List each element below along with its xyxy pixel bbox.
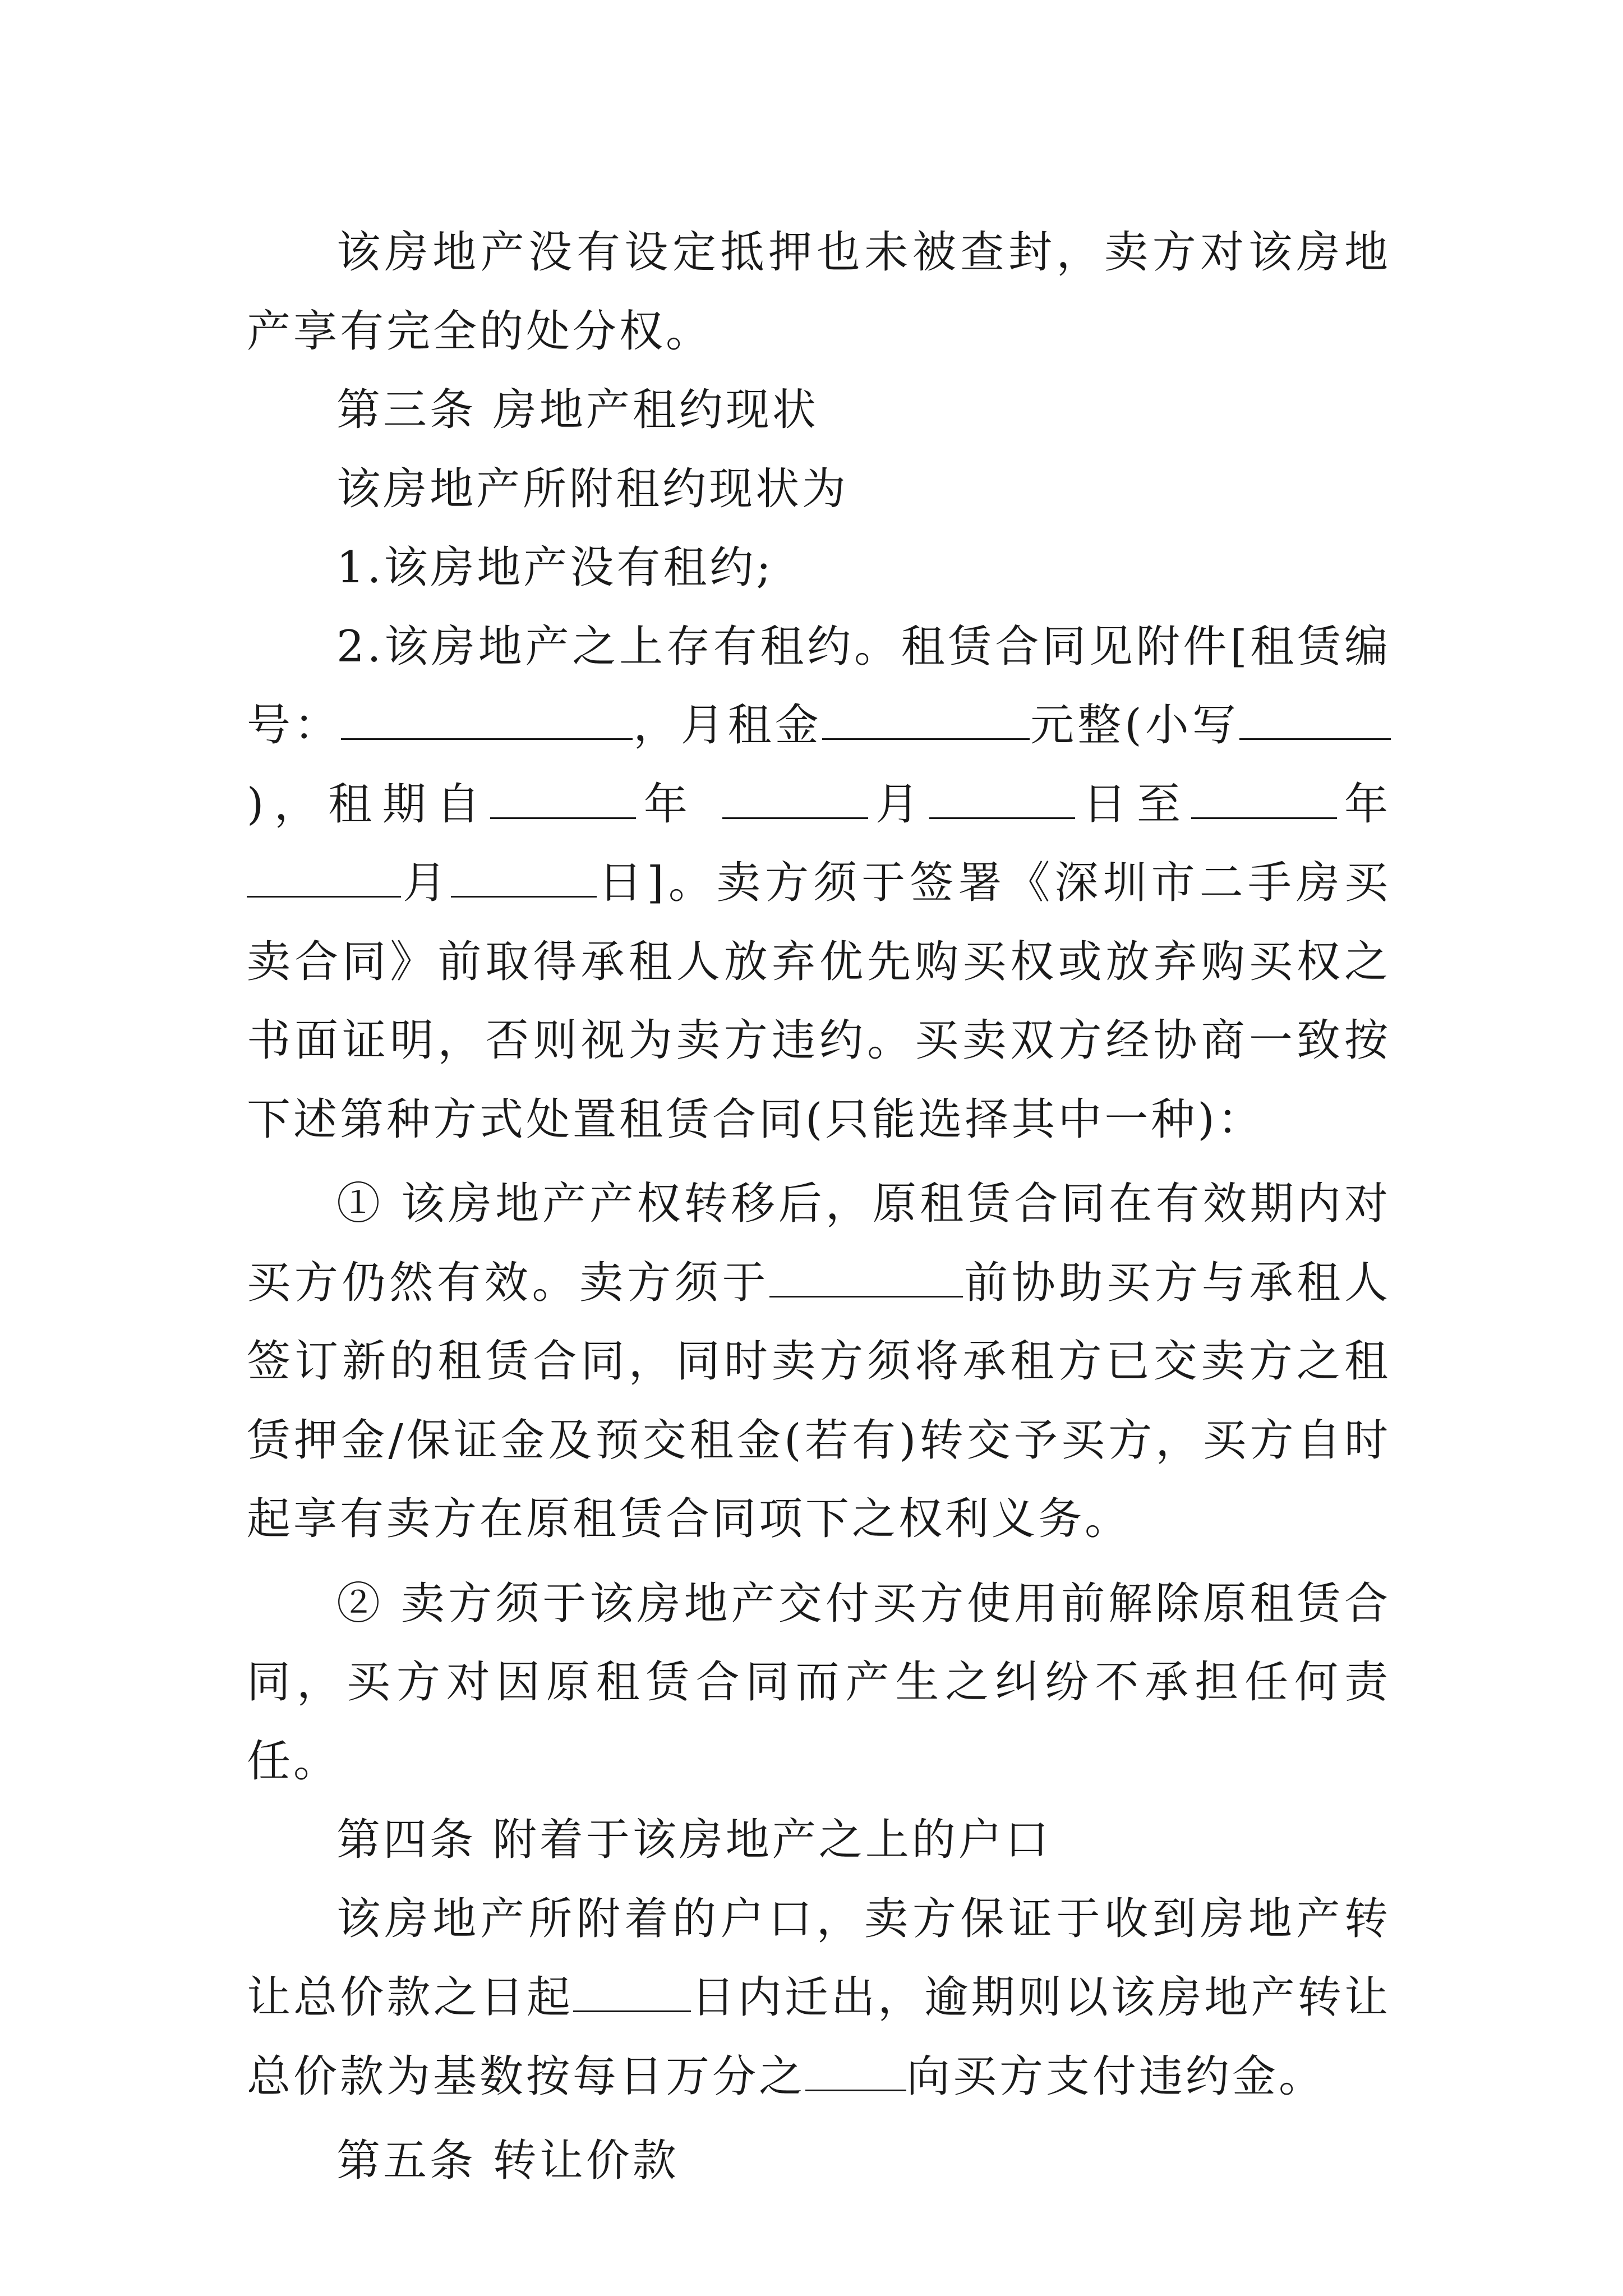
document-body bbox=[247, 213, 1391, 2201]
paragraph-mortgage: 该房地产没有设定抵押也未被查封，卖方对该房地产享有完全的处分权。 bbox=[247, 227, 1391, 357]
lease-start-year-blank[interactable] bbox=[490, 777, 636, 818]
article-4-heading: 第四条 附着于该房地产之上的户口 bbox=[336, 1815, 1052, 1865]
article-3-option-2: ② 卖方须于该房地产交付买方使用前解除原租赁合同，买方对因原租赁合同而产生之纠纷不承担任何责任。 bbox=[247, 1578, 1391, 1787]
lease-start-month-blank[interactable] bbox=[722, 777, 868, 818]
move-out-days-blank[interactable] bbox=[573, 1971, 691, 2012]
penalty-rate-blank[interactable] bbox=[805, 2050, 906, 2091]
article-3-heading: 第三条 房地产租约现状 bbox=[336, 385, 819, 435]
rental-number-blank[interactable] bbox=[341, 699, 633, 740]
article-3-item-2: 2.该房地产之上存有租约。租赁合同见附件[租赁编号： ，月租金 元整(小写)，租期自 年 月 日至 年月 日]。卖方须于签署《深圳市二手房买卖合同》前取得承租人放弃优先购买权或放弃购买权之书面证明，否则视为卖方违约。买卖双方经协商一致按下述第种方式处置租赁合同(只能选择其中一种)： bbox=[247, 621, 1391, 1145]
article-5-heading: 第五条 转让价款 bbox=[336, 2136, 679, 2186]
lease-end-year-blank[interactable] bbox=[1191, 777, 1337, 818]
rent-lowercase-blank[interactable] bbox=[1239, 699, 1391, 740]
lease-end-month-blank[interactable] bbox=[247, 857, 401, 898]
lease-start-day-blank[interactable] bbox=[929, 777, 1075, 818]
monthly-rent-blank[interactable] bbox=[822, 699, 1030, 740]
lease-end-day-blank[interactable] bbox=[451, 857, 597, 898]
article-3-item-1: 1.该房地产没有租约; bbox=[336, 542, 774, 593]
article-4-body: 该房地产所附着的户口，卖方保证于收到房地产转让总价款之日起 日内迁出，逾期则以该房地产转让总价款为基数按每日万分之 向买方支付违约金。 bbox=[247, 1893, 1391, 2102]
article-3-option-1: ① 该房地产产权转移后，原租赁合同在有效期内对买方仍然有效。卖方须于 前协助买方与承租人签订新的租赁合同，同时卖方须将承租方已交卖方之租赁押金/保证金及预交租金(若有)转交予买方，买方自时起享有卖方在原租赁合同项下之权利义务。 bbox=[247, 1179, 1391, 1544]
article-3-intro: 该房地产所附租约现状为 bbox=[336, 463, 849, 514]
assist-date-blank[interactable] bbox=[769, 1256, 963, 1297]
